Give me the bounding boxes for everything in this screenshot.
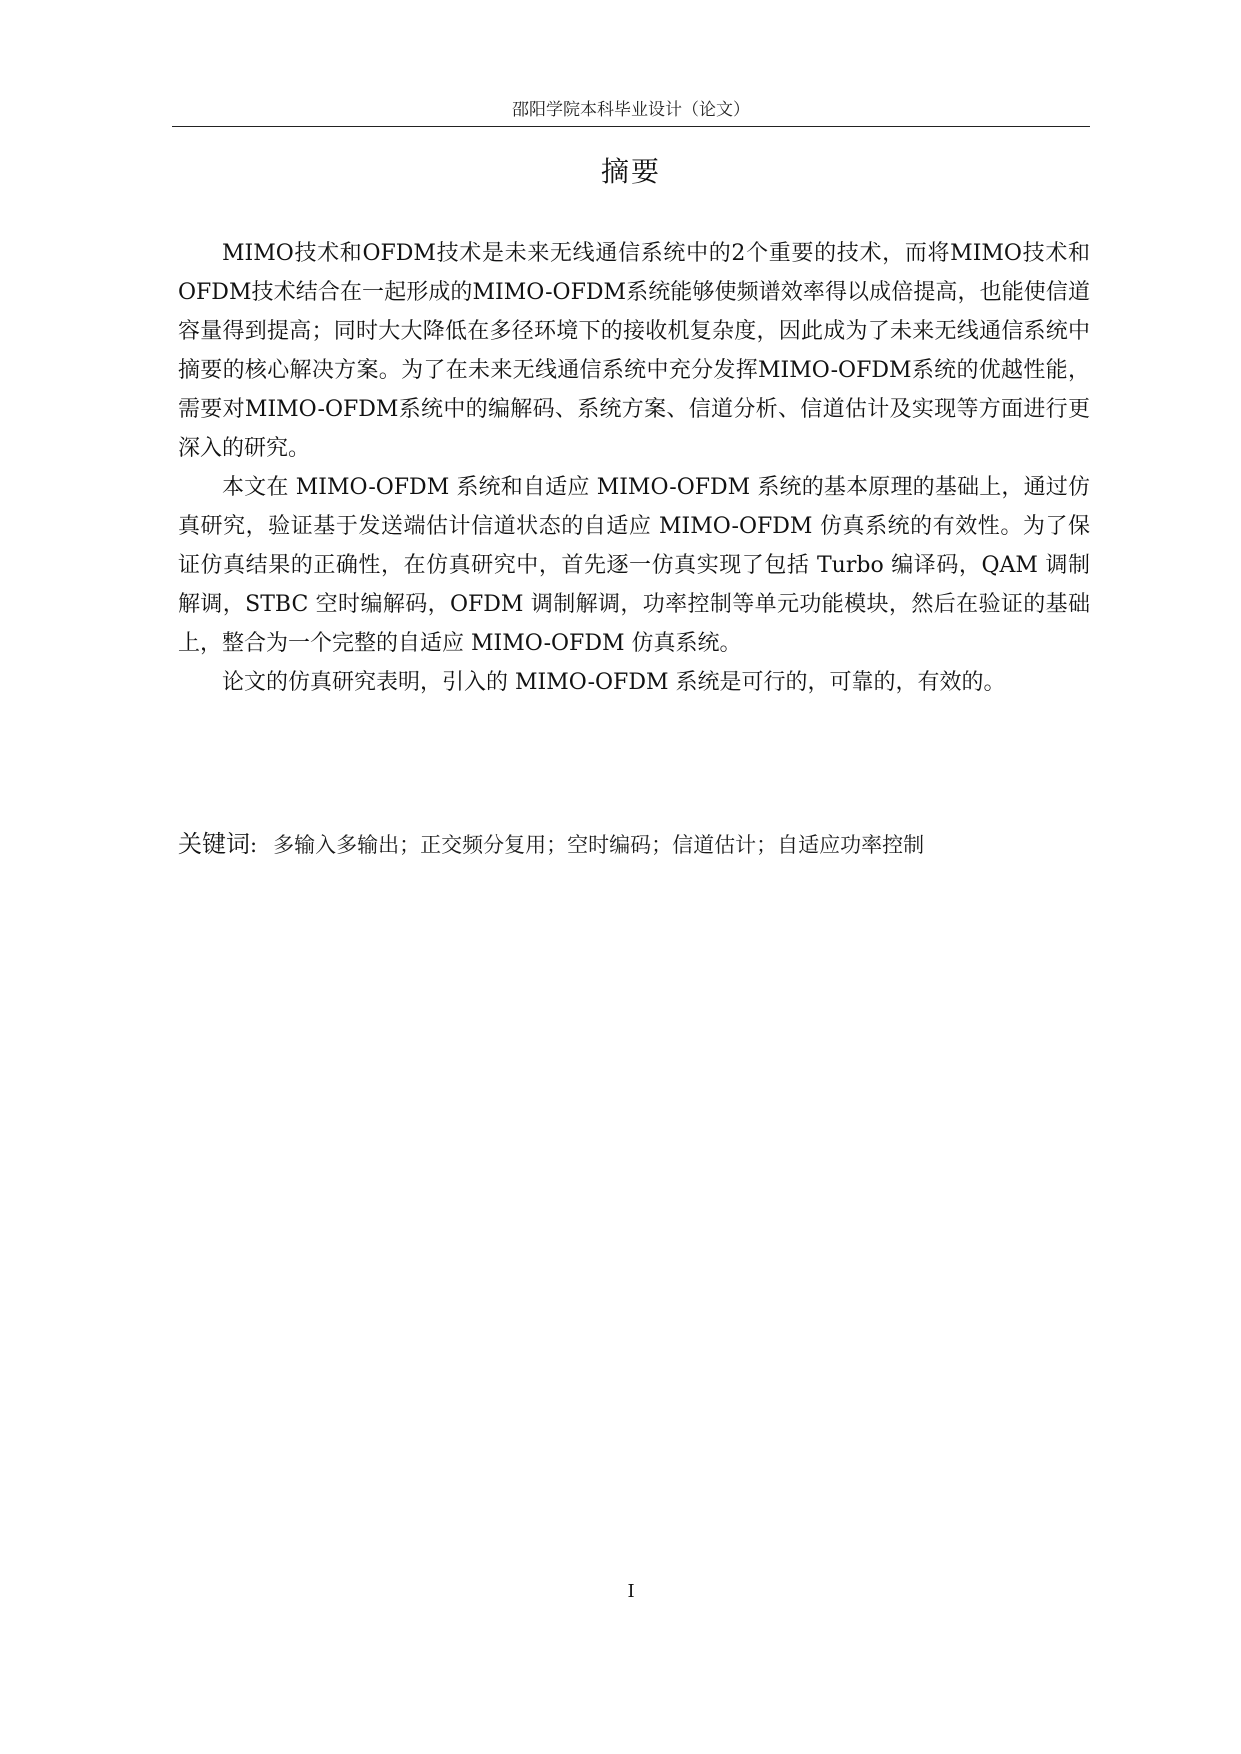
page-number: I	[627, 1581, 635, 1602]
header-rule	[172, 126, 1090, 127]
keywords-label: 关键词	[178, 830, 250, 858]
abstract-paragraph-1: MIMO技术和OFDM技术是未来无线通信系统中的2个重要的技术，而将MIMO技术和OFDM技术结合在一起形成的MIMO-OFDM系统能够使频谱效率得以成倍提高，也能使信道容量得到提高；同时大大降低在多径环境下的接收机复杂度，因此成为了未来无线通信系统中摘要的核心解决方案。为了在未来无线通信系统中充分发挥MIMO-OFDM系统的优越性能，需要对MIMO-OFDM系统中的编解码、系统方案、信道分析、信道估计及实现等方面进行更深入的研究。	[178, 241, 1090, 461]
running-header: 邵阳学院本科毕业设计（论文）	[512, 100, 750, 120]
abstract-body	[178, 234, 1090, 702]
keywords-text: 多输入多输出；正交频分复用；空时编码；信道估计；自适应功率控制	[273, 833, 925, 857]
abstract-paragraph-2: 本文在 MIMO-OFDM 系统和自适应 MIMO-OFDM 系统的基本原理的基础上，通过仿真研究，验证基于发送端估计信道状态的自适应 MIMO-OFDM 仿真系统的有效性。为了保证仿真结果的正确性，在仿真研究中，首先逐一仿真实现了包括 Turbo 编译码，QAM 调制解调，STBC 空时编解码，OFDM 调制解调，功率控制等单元功能模块，然后在验证的基础上，整合为一个完整的自适应 MIMO-OFDM 仿真系统。	[178, 475, 1090, 656]
keywords-separator: :	[250, 833, 258, 857]
abstract-title: 摘要	[600, 155, 661, 188]
abstract-paragraph-3: 论文的仿真研究表明，引入的 MIMO-OFDM 系统是可行的，可靠的，有效的。	[222, 670, 1006, 695]
keywords-line	[178, 824, 1090, 865]
